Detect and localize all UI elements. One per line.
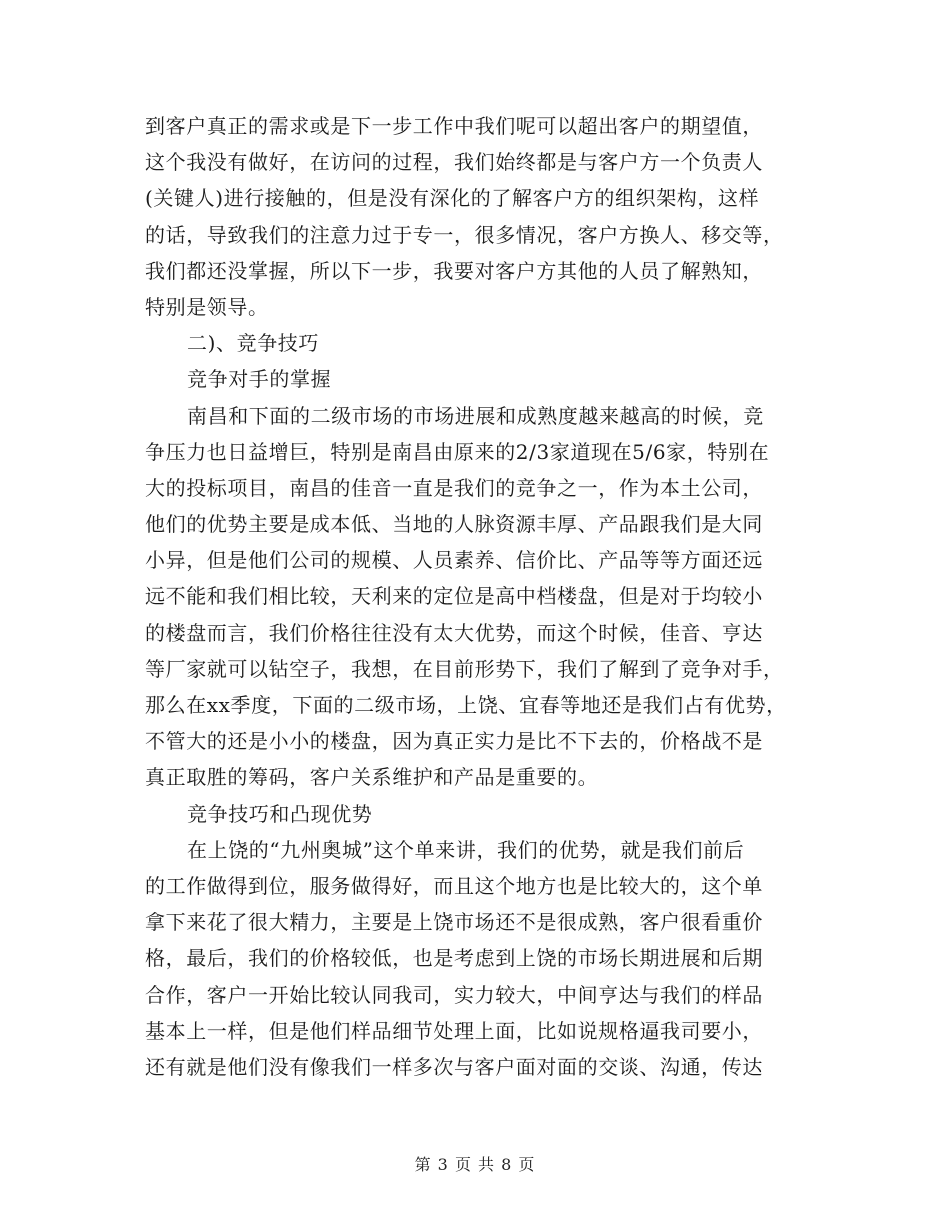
text-line: 他们的优势主要是成本低、当地的人脉资源丰厚、产品跟我们是大同 bbox=[145, 512, 763, 537]
text-line: 二)、竞争技巧 bbox=[187, 331, 320, 356]
text-line: 合作，客户一开始比较认同我司，实力较大，中间亨达与我们的样品 bbox=[145, 982, 763, 1007]
text-line: 拿下来花了很大精力，主要是上饶市场还不是很成熟，客户很看重价 bbox=[145, 910, 763, 935]
text-line: 基本上一样，但是他们样品细节处理上面，比如说规格逼我司要小， bbox=[145, 1018, 763, 1043]
text-line: 竞争技巧和凸现优势 bbox=[187, 801, 373, 826]
text-line: 特别是领导。 bbox=[145, 294, 269, 319]
text-line: 小异，但是他们公司的规模、人员素养、信价比、产品等等方面还远 bbox=[145, 548, 763, 573]
text-line: 的楼盘而言，我们价格往往没有太大优势，而这个时候，佳音、亨达 bbox=[145, 620, 763, 645]
text-line: 竞争对手的掌握 bbox=[187, 367, 332, 392]
text-line: 南昌和下面的二级市场的市场进展和成熟度越来越高的时候，竞 bbox=[187, 403, 764, 428]
text-line: 的工作做得到位，服务做得好，而且这个地方也是比较大的，这个单 bbox=[145, 873, 763, 898]
text-line: 那么在xx季度，下面的二级市场，上饶、宜春等地还是我们占有优势， bbox=[145, 693, 787, 717]
document-body bbox=[145, 108, 810, 1085]
text-line: 我们都还没掌握，所以下一步，我要对客户方其他的人员了解熟知， bbox=[145, 258, 763, 283]
text-line: (关键人)进行接触的，但是没有深化的了解客户方的组织架构，这样 bbox=[145, 186, 760, 211]
text-line: 到客户真正的需求或是下一步工作中我们呢可以超出客户的期望值， bbox=[145, 114, 763, 138]
page-number-footer: 第 3 页 共 8 页 bbox=[414, 1155, 536, 1174]
text-line: 争压力也日益增巨，特别是南昌由原来的2/3家道现在5/6家，特别在 bbox=[145, 439, 770, 464]
text-line: 在上饶的“九州奥城”这个单来讲，我们的优势，就是我们前后 bbox=[187, 837, 745, 862]
text-line: 还有就是他们没有像我们一样多次与客户面对面的交谈、沟通，传达 bbox=[145, 1054, 763, 1079]
text-line: 等厂家就可以钻空子，我想，在目前形势下，我们了解到了竞争对手， bbox=[145, 656, 784, 681]
text-line: 格，最后，我们的价格较低，也是考虑到上饶的市场长期进展和后期 bbox=[145, 946, 763, 971]
text-line: 真正取胜的筹码，客户关系维护和产品是重要的。 bbox=[145, 765, 599, 790]
text-line: 大的投标项目，南昌的佳音一直是我们的竞争之一，作为本土公司， bbox=[145, 475, 763, 500]
text-line: 这个我没有做好，在访问的过程，我们始终都是与客户方一个负责人 bbox=[145, 150, 763, 175]
text-line: 远不能和我们相比较，天利来的定位是高中档楼盘，但是对于均较小 bbox=[145, 584, 763, 609]
text-line: 的话，导致我们的注意力过于专一，很多情况，客户方换人、移交等， bbox=[145, 222, 784, 247]
text-line: 不管大的还是小小的楼盘，因为真正实力是比不下去的，价格战不是 bbox=[145, 729, 763, 754]
